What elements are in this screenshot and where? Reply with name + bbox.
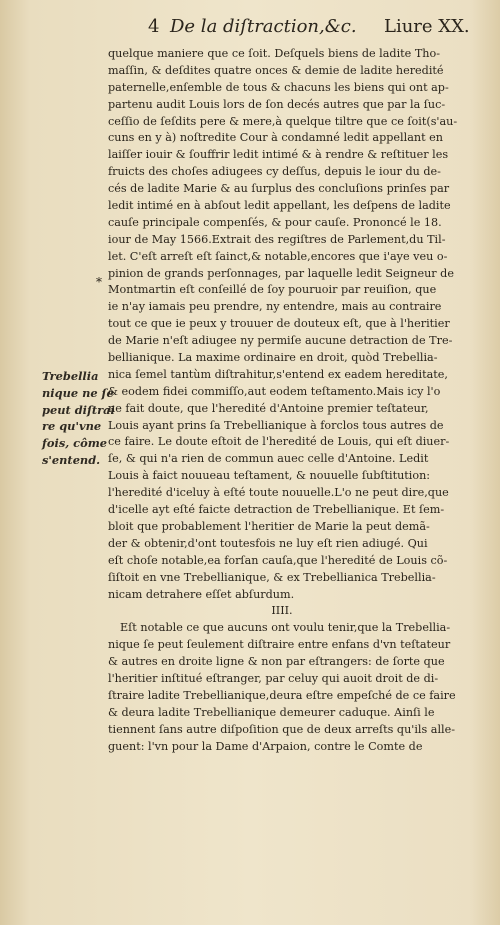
- text-line: d'icelle ayt eſté faicte detraction de Trebellianique. Et ſem-: [108, 503, 445, 517]
- text-line: l'heritier inſtitué eſtranger, par celuy qui auoit droit de di-: [108, 671, 439, 685]
- text-line: bloit que probablement l'heritier de Marie la peut demã-: [108, 519, 430, 533]
- page-number: 4: [148, 16, 160, 37]
- text-line: Montmartin eſt conſeillé de ſoy pouruoir par reuiſion, que: [108, 283, 437, 297]
- marginal-note-line: fois, côme: [42, 436, 108, 451]
- text-line: eſt choſe notable,ea forſan cauſa,que l'heredité de Louis cõ-: [108, 553, 448, 567]
- text-line: iour de May 1566.Extrait des regiſtres de Parlement,du Til-: [108, 232, 446, 246]
- text-line: & eodem fidei commiſſo,aut eodem teſtamento.Mais icy l'o: [108, 384, 441, 398]
- text-line: cauſe principale compenſés, & pour cauſe. Prononcé le 18.: [108, 215, 442, 229]
- marginal-note: [42, 368, 115, 469]
- text-line: cuns en y à) noſtredite Cour à condamné ledit appellant en: [108, 131, 443, 145]
- text-line: fruicts des choſes adiugees cy deſſus, depuis le iour du de-: [108, 165, 441, 179]
- marginal-note-line: s'entend.: [42, 452, 101, 467]
- marginal-note-line: peut diſtrai: [42, 402, 115, 417]
- text-line: ne fait doute, que l'heredité d'Antoine premier teſtateur,: [108, 401, 429, 415]
- text-line: guent: l'vn pour la Dame d'Arpaion, contre le Comte de: [108, 739, 423, 753]
- running-header: [148, 12, 478, 42]
- text-line: nicam detrahere eſſet abſurdum.: [108, 587, 295, 601]
- text-line: Eſt notable ce que aucuns ont voulu tenir,que la Trebellia-: [120, 621, 451, 635]
- margin-mark: *: [96, 275, 102, 289]
- text-line: ſiſtoit en vne Trebellianique, & ex Trebellianica Trebellia-: [108, 570, 436, 584]
- text-line: tiennent ſans autre diſpoſition que de deux arreſts qu'ils alle-: [108, 722, 456, 736]
- text-line: paternelle,enſemble de tous & chacuns les biens qui ont ap-: [108, 80, 449, 94]
- text-line: let. C'eſt arreſt eſt ſainct,& notable,encores que i'aye veu o-: [108, 249, 448, 263]
- text-line: partenu audit Louis lors de ſon decés autres que par la ſuc-: [108, 97, 446, 111]
- text-line: l'heredité d'iceluy à eſté toute nouuelle.L'o ne peut dire,que: [108, 486, 449, 500]
- text-line: & autres en droite ligne & non par eſtrangers: de ſorte que: [108, 655, 445, 669]
- text-line: laiſſer iouir & ſouffrir ledit intimé & à rendre & reſtituer les: [108, 148, 449, 162]
- text-line: tout ce que ie peux y trouuer de douteux eſt, que à l'heritier: [108, 317, 450, 331]
- text-line: ſtraire ladite Trebellianique,deura eſtre empeſché de ce faire: [108, 688, 456, 702]
- text-line: nique ſe peut ſeulement diſtraire entre enfans d'vn teſtateur: [108, 638, 451, 652]
- text-line: cés de ladite Marie & au ſurplus des concluſions prinſes par: [108, 182, 450, 196]
- section-heading: IIII.: [271, 604, 293, 618]
- text-line: der & obtenir,d'ont toutesfois ne luy eſt rien adiugé. Qui: [108, 536, 428, 550]
- text-line: Louis ayant prins ſa Trebellianique à forclos tous autres de: [108, 418, 444, 432]
- text-line: ſe, & qui n'a rien de commun auec celle d'Antoine. Ledit: [108, 452, 429, 466]
- running-title: De la diſtraction,&c.: [170, 16, 357, 37]
- book-number: Liure XX.: [384, 16, 470, 37]
- text-line: maſſin, & deſdites quatre onces & demie de ladite heredité: [108, 63, 444, 77]
- text-line: quelque maniere que ce ſoit. Deſquels biens de ladite Tho-: [108, 47, 441, 60]
- text-line: bellianique. La maxime ordinaire en droit, quòd Trebellia-: [108, 351, 438, 365]
- marginal-note-line: re qu'vne: [42, 419, 102, 434]
- text-line: pinion de grands perſonnages, par laquelle ledit Seigneur de: [108, 266, 454, 280]
- text-line: nica ſemel tantùm diſtrahitur,s'entend ex eadem hereditate,: [108, 367, 448, 381]
- text-line: ledit intimé en à abſout ledit appellant, les deſpens de ladite: [108, 199, 451, 213]
- text-line: Louis à faict nouueau teſtament, & nouuelle ſubſtitution:: [108, 469, 431, 483]
- marginal-note-line: Trebellia: [42, 369, 99, 383]
- text-line: ceſſio de ſeſdits pere & mere,à quelque tiltre que ce ſoit(s'au-: [108, 114, 458, 128]
- text-line: & deura ladite Trebellianique demeurer caduque. Ainſi le: [108, 705, 435, 719]
- text-line: ie n'ay iamais peu prendre, ny entendre, mais au contraire: [108, 300, 442, 314]
- text-line: ce faire. Le doute eſtoit de l'heredité de Louis, qui eſt diuer-: [108, 435, 450, 449]
- body-text: [108, 46, 486, 755]
- marginal-note-line: nique ne ſe: [42, 385, 114, 400]
- text-line: de Marie n'eſt adiugee ny permiſe aucune detraction de Tre-: [108, 334, 453, 348]
